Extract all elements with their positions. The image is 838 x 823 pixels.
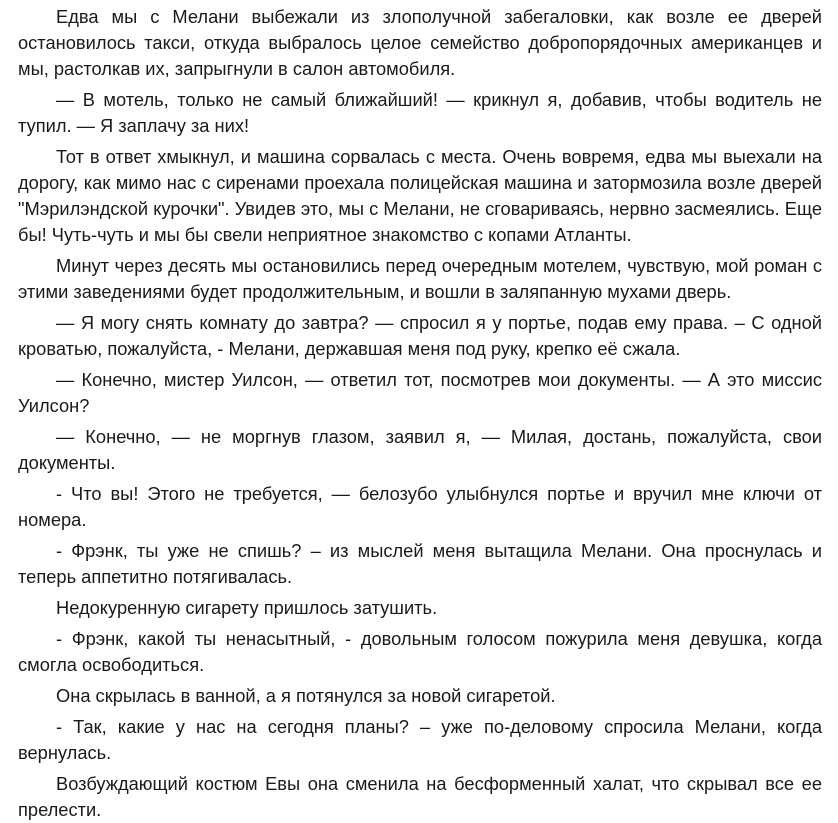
paragraph-6: — Конечно, мистер Уилсон, — ответил тот, посмотрев мои документы. — А это миссис Уилсон? [18, 369, 822, 416]
paragraph-7: — Конечно, — не моргнув глазом, заявил я, — Милая, достань, пожалуйста, свои документы. [18, 426, 822, 473]
paragraph-5: — Я могу снять комнату до завтра? — спросил я у портье, подав ему права. – С одной кроватью, пожалуйста, - Мелани, державшая меня под руку, крепко её сжала. [18, 312, 822, 359]
paragraph-11: - Фрэнк, какой ты ненасытный, - довольным голосом пожурила меня девушка, когда смогла освободиться. [18, 628, 822, 675]
paragraph-8: - Что вы! Этого не требуется, — белозубо улыбнулся портье и вручил мне ключи от номера. [18, 483, 822, 530]
paragraph-4: Минут через десять мы остановились перед очередным мотелем, чувствую, мой роман с этими заведениями будет продолжительным, и вошли в заляпанную мухами дверь. [18, 255, 822, 302]
paragraph-3: Тот в ответ хмыкнул, и машина сорвалась с места. Очень вовремя, едва мы выехали на дорогу, как мимо нас с сиренами проехала полицейская машина и затормозила возле дверей "Мэрилэндской курочки". Увидев это, мы с Мелани, не сговариваясь, нервно засмеялись. Еще бы! Чуть-чуть и мы бы свели неприятное знакомство с копами Атланты. [18, 146, 822, 245]
paragraph-13: - Так, какие у нас на сегодня планы? – уже по-деловому спросила Мелани, когда вернулась. [18, 716, 822, 763]
paragraph-14: Возбуждающий костюм Евы она сменила на бесформенный халат, что скрывал все ее прелести. [18, 773, 822, 820]
paragraph-2: — В мотель, только не самый ближайший! — крикнул я, добавив, чтобы водитель не тупил. — Я заплачу за них! [18, 89, 822, 136]
paragraph-10: Недокуренную сигарету пришлось затушить. [56, 597, 438, 618]
paragraph-12: Она скрылась в ванной, а я потянулся за новой сигаретой. [56, 685, 556, 706]
paragraph-9: - Фрэнк, ты уже не спишь? – из мыслей меня вытащила Мелани. Она проснулась и теперь аппетитно потягивалась. [18, 540, 822, 587]
paragraph-1: Едва мы с Мелани выбежали из злополучной забегаловки, как возле ее дверей остановилось такси, откуда выбралось целое семейство добропорядочных американцев и мы, растолкав их, запрыгнули в салон автомобиля. [18, 6, 822, 79]
